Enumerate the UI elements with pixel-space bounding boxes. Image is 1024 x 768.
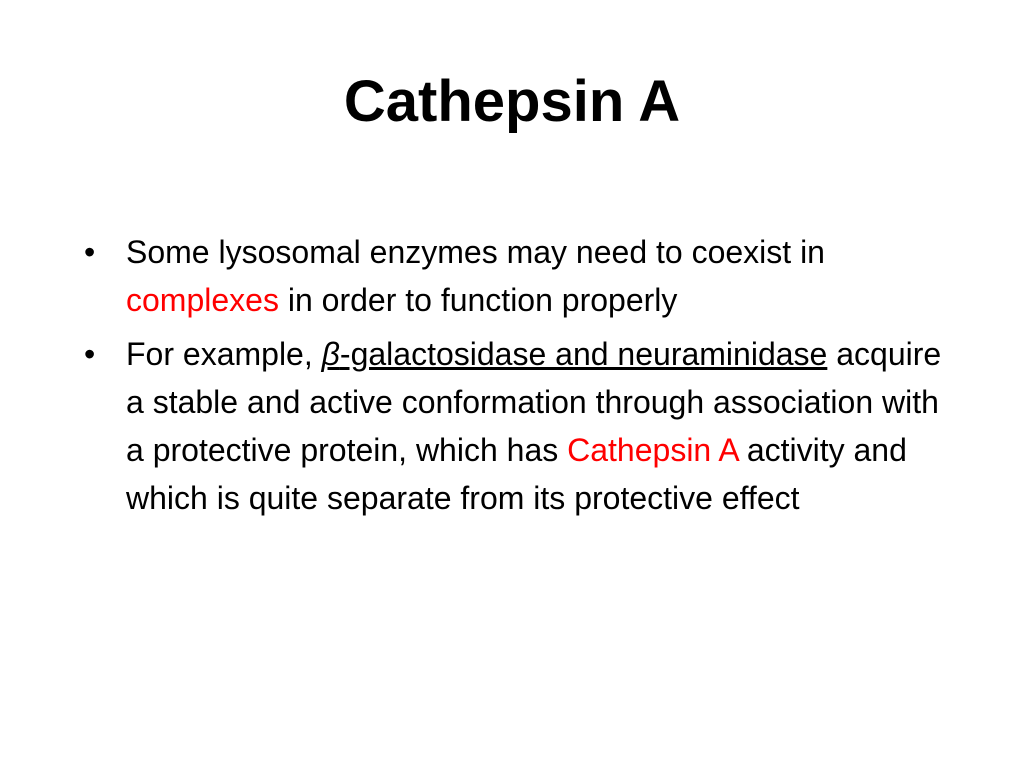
bullet-1-highlight: complexes [126, 282, 279, 318]
bullet-2-enzyme-names-rest: -galactosidase and neuraminidase [339, 336, 828, 372]
bullet-1-text-start: Some lysosomal enzymes may need to coexist in [126, 234, 825, 270]
bullet-2-text-start: For example, [126, 336, 322, 372]
slide-title: Cathepsin A [343, 69, 681, 134]
bullet-1-text-end: in order to function properly [278, 282, 678, 318]
bullet-2-text-middle: acquire a stable and active conformation through association with a protective protein, which has [126, 336, 942, 468]
beta-symbol: β [321, 336, 340, 372]
bullet-item-example [84, 330, 964, 522]
bullet-dot: • [84, 234, 96, 270]
bullet-list [84, 228, 964, 528]
bullet-2-text-end: activity and which is quite separate from its protective effect [126, 432, 907, 516]
bullet-item-complexes [84, 228, 964, 324]
bullet-2-enzyme-names [322, 336, 828, 372]
bullet-2-highlight: Cathepsin A [567, 432, 738, 468]
bullet-dot: • [84, 336, 96, 372]
